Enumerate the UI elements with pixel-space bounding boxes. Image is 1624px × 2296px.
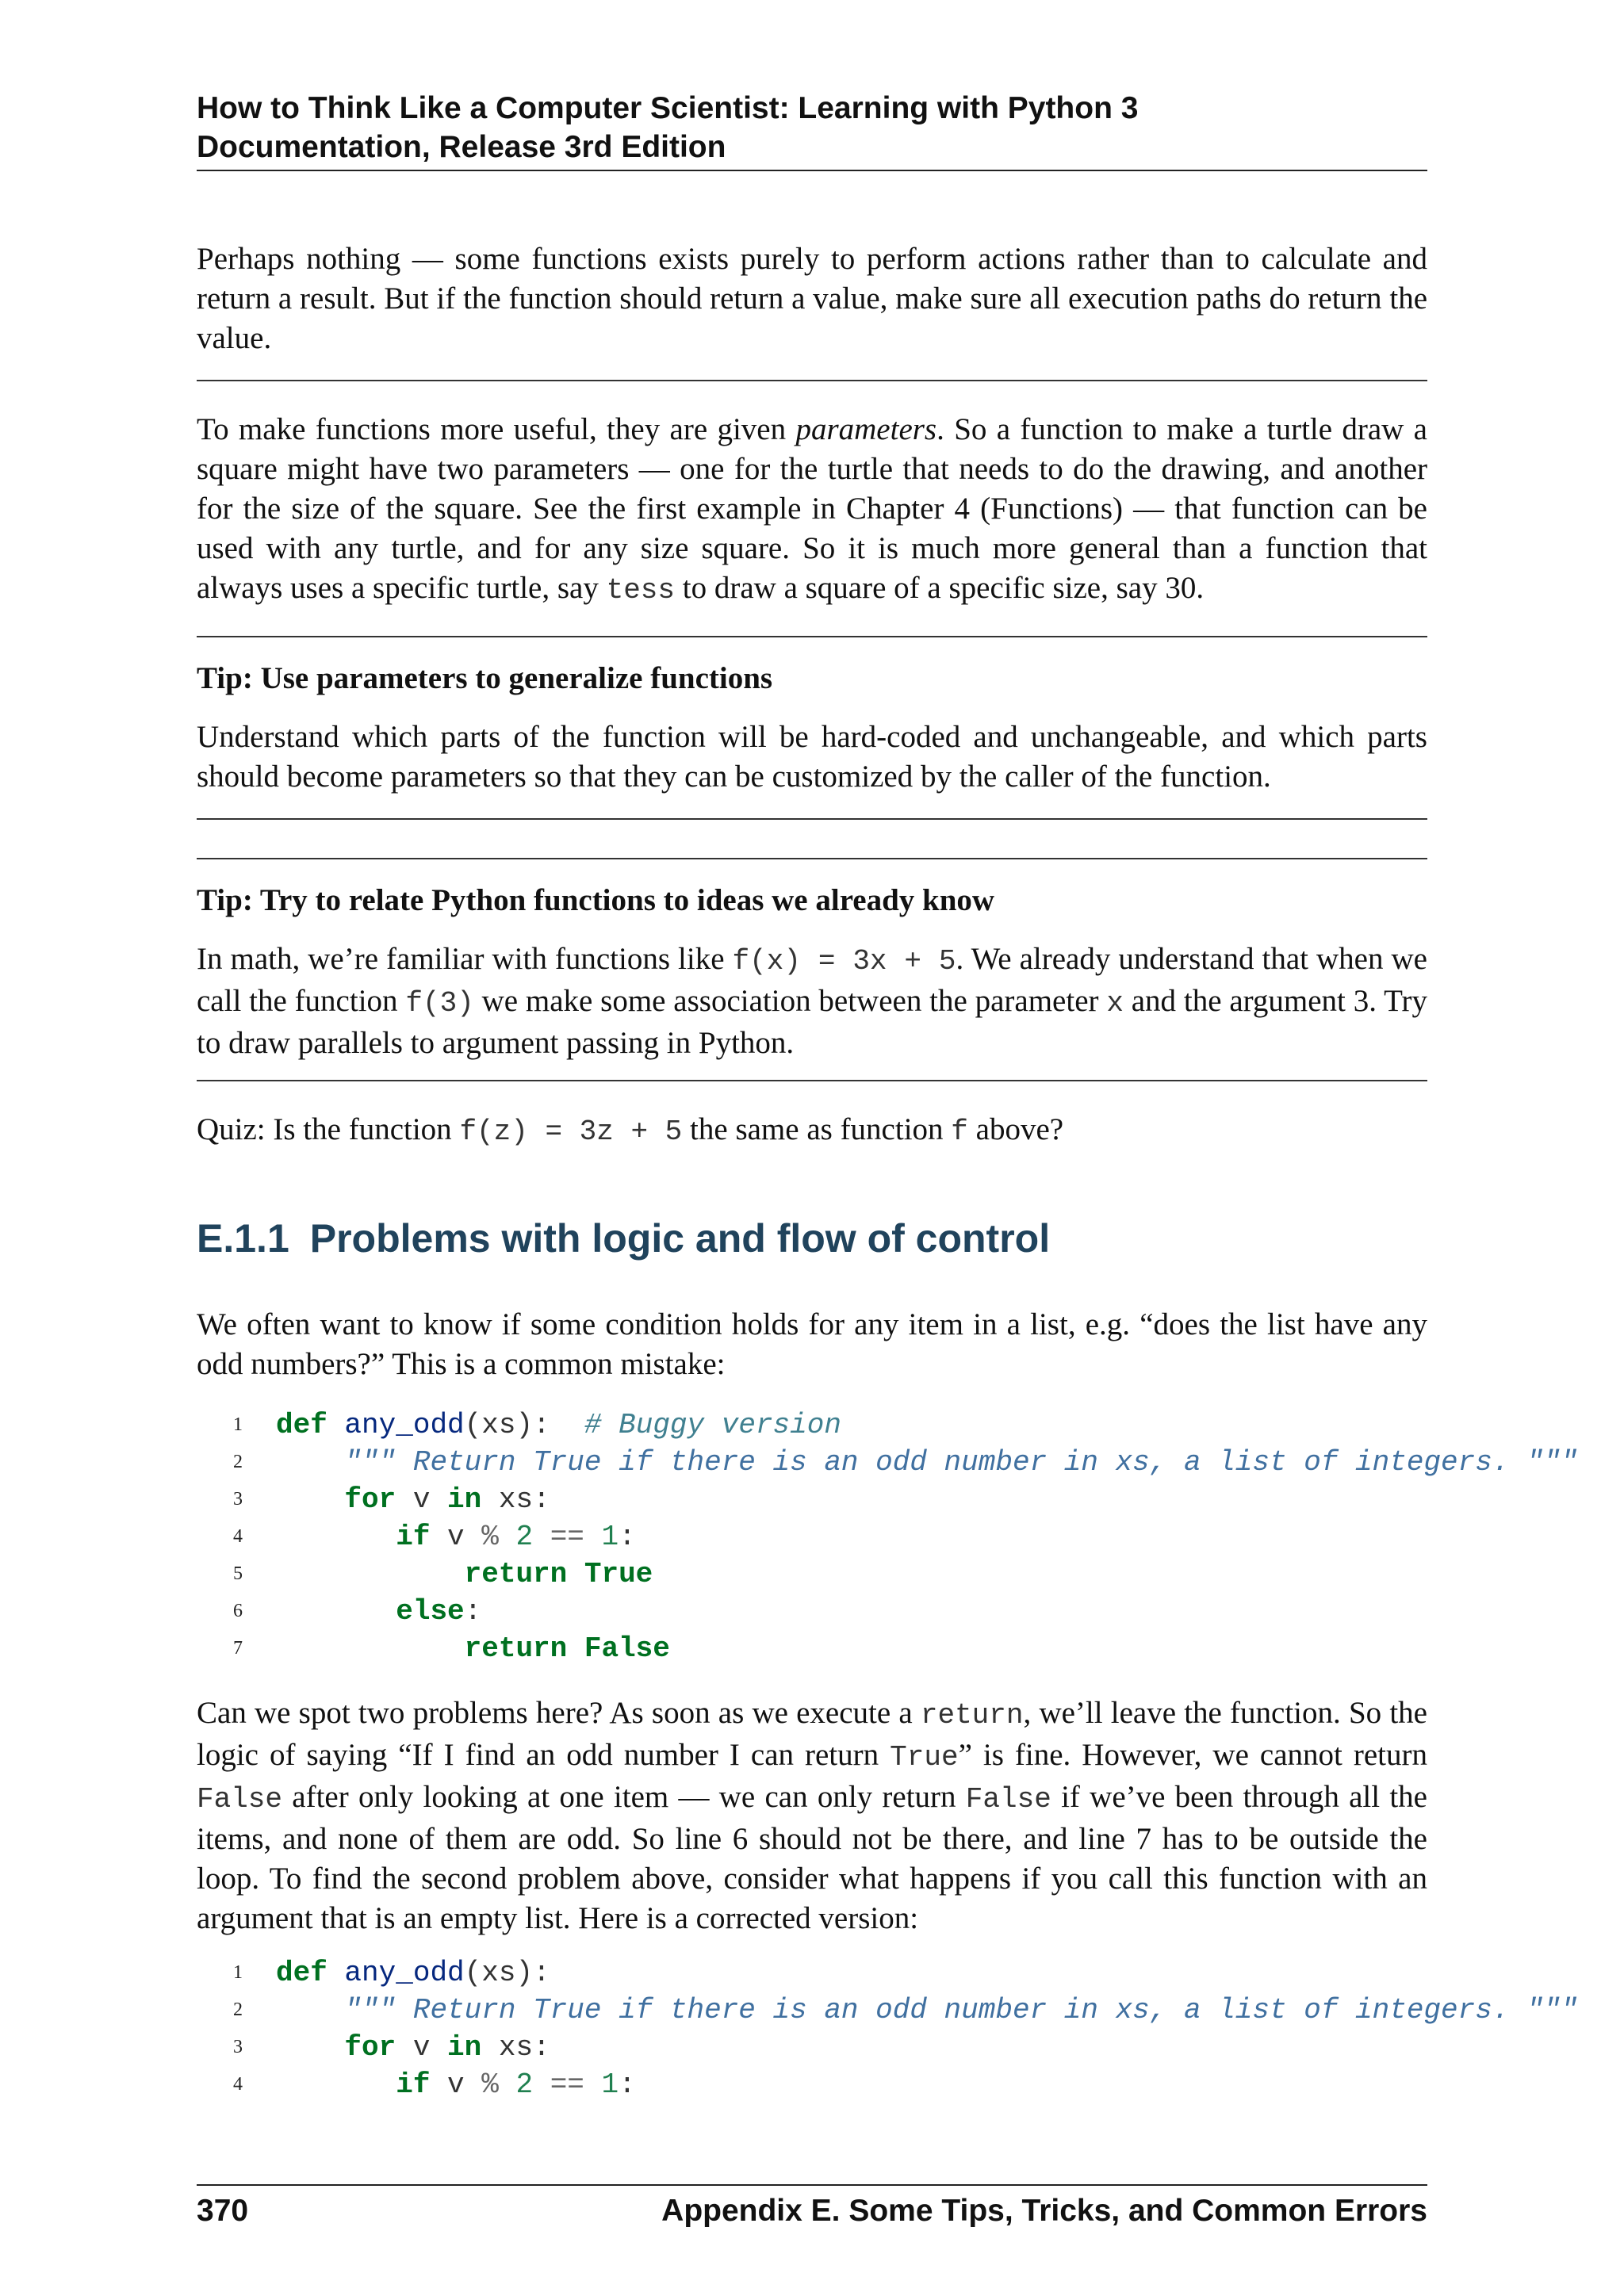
footer-title: Appendix E. Some Tips, Tricks, and Common Errors [661, 2194, 1427, 2228]
tip-title-relate: Tip: Try to relate Python functions to ideas we already know [197, 883, 995, 917]
page-number: 370 [197, 2194, 249, 2228]
text: we make some association between the parameter [473, 984, 1107, 1018]
keyword: in [447, 1483, 482, 1516]
text: above? [967, 1112, 1064, 1146]
code-text: xs: [481, 1483, 550, 1516]
inline-code-false: False [197, 1783, 283, 1816]
line-number: 3 [233, 2037, 243, 2057]
footer-divider [197, 2184, 1427, 2186]
section-heading [197, 1213, 1050, 1264]
code-line [197, 1518, 1624, 1556]
keyword: True [584, 1558, 653, 1590]
operator: % [481, 2068, 499, 2101]
keyword: for [344, 1483, 396, 1516]
inline-code-f-of-x: f(x) = 3x + 5 [732, 945, 956, 978]
line-number: 7 [233, 1638, 243, 1659]
keyword: def [276, 1957, 327, 1989]
function-name: any_odd [344, 1957, 465, 1989]
quiz [197, 1110, 1427, 1152]
keyword: in [447, 2031, 482, 2064]
code-text: v [430, 1521, 482, 1553]
text: the same as function [682, 1112, 952, 1146]
emphasis-parameters: parameters [795, 412, 937, 446]
docstring: """ Return True if there is an odd number in xs, a list of integers. """ [344, 1446, 1578, 1479]
text: Quiz: Is the function [197, 1112, 460, 1146]
inline-code-false: False [965, 1783, 1051, 1816]
code-line [197, 2066, 1624, 2103]
keyword: return [464, 1558, 568, 1590]
text: . We already understand that when we call the function [197, 942, 1427, 1018]
keyword: if [396, 2068, 431, 2101]
inline-code-f-of-3: f(3) [405, 987, 474, 1020]
text: , we’ll leave the function. So the logic of saying “If I find an odd number I can return [197, 1696, 1427, 1772]
inline-code-tess: tess [606, 574, 676, 607]
line-number: 4 [233, 1526, 243, 1547]
section-number: E.1.1 [197, 1216, 289, 1261]
function-name: any_odd [344, 1409, 465, 1441]
paragraph-parameters [197, 410, 1427, 610]
tip-body-relate [197, 939, 1427, 1063]
tip-body-generalize: Understand which parts of the function will be hard-coded and unchangeable, and which parts should become parameters so that they can be customized by the caller of the function. [197, 720, 1427, 794]
code-text: : [619, 1521, 636, 1553]
line-number: 4 [233, 2074, 243, 2095]
line-number: 2 [233, 1999, 243, 2020]
code-line [197, 1556, 1624, 1593]
text: and the argument 3. Try to draw parallels to argument passing in Python. [197, 984, 1428, 1060]
inline-code-return: return [920, 1699, 1024, 1732]
divider [197, 858, 1427, 859]
operator: == [550, 2068, 584, 2101]
code-text: (xs): [464, 1957, 550, 1989]
code-line [197, 1992, 1624, 2029]
code-text: v [396, 1483, 448, 1516]
keyword: if [396, 1521, 431, 1553]
text: To make functions more useful, they are given [197, 412, 796, 446]
code-line [197, 1481, 1624, 1518]
inline-code-x: x [1106, 987, 1124, 1020]
code-text: : [464, 1595, 482, 1628]
operator: % [481, 1521, 499, 1553]
text: In math, we’re familiar with functions like [197, 942, 733, 976]
section-title: Problems with logic and flow of control [309, 1216, 1051, 1261]
number-literal: 1 [601, 2068, 619, 2101]
number-literal: 2 [515, 1521, 534, 1553]
divider [197, 636, 1427, 637]
running-header [197, 89, 1427, 171]
inline-code-f-of-z: f(z) = 3z + 5 [459, 1115, 683, 1148]
code-line [197, 1630, 1624, 1667]
code-line [197, 1593, 1624, 1630]
line-number: 2 [233, 1452, 243, 1472]
code-text: xs: [481, 2031, 550, 2064]
keyword: False [584, 1632, 670, 1665]
line-number: 5 [233, 1563, 243, 1584]
keyword: return [464, 1632, 568, 1665]
paragraph-two-problems [197, 1693, 1427, 1938]
text: ” is fine. However, we cannot return [958, 1738, 1427, 1772]
keyword: def [276, 1409, 327, 1441]
divider [197, 380, 1427, 381]
number-literal: 2 [515, 2068, 534, 2101]
code-text: : [619, 2068, 636, 2101]
keyword: for [344, 2031, 396, 2064]
tip-title-generalize: Tip: Use parameters to generalize functions [197, 661, 773, 695]
line-number: 3 [233, 1489, 243, 1510]
text: after only looking at one item — we can only return [282, 1780, 966, 1814]
header-line-2: Documentation, Release 3rd Edition [197, 130, 726, 164]
number-literal: 1 [601, 1521, 619, 1553]
line-number: 1 [233, 1414, 243, 1435]
docstring: """ Return True if there is an odd number in xs, a list of integers. """ [344, 1994, 1578, 2026]
text: . So a function to make a turtle draw a square might have two parameters — one for the turtle that needs to do the drawing, and another for the size of the square. See the first example in Chapter 4 (Functions) — that function can be used with any turtle, and for any size square. So it is much more general than a function that always uses a specific turtle, say [197, 412, 1427, 605]
paragraph-return-value: Perhaps nothing — some functions exists purely to perform actions rather than to calculate and return a result. But if the function should return a value, make sure all execution paths do return the value. [197, 242, 1427, 355]
code-line [197, 1444, 1624, 1481]
header-line-1: How to Think Like a Computer Scientist: Learning with Python 3 [197, 91, 1139, 125]
code-line [197, 2029, 1624, 2066]
inline-code-f: f [951, 1115, 968, 1148]
code-line [197, 1954, 1624, 1992]
line-number: 1 [233, 1962, 243, 1983]
code-text: v [396, 2031, 448, 2064]
code-block-buggy [197, 1406, 1624, 1667]
inline-code-true: True [890, 1741, 959, 1774]
code-block-corrected [197, 1954, 1624, 2103]
page [197, 0, 1578, 2296]
code-comment: # Buggy version [584, 1409, 841, 1441]
operator: == [550, 1521, 584, 1553]
code-text: (xs): [464, 1409, 550, 1441]
text: to draw a square of a specific size, say 30. [675, 571, 1205, 605]
keyword: else [396, 1595, 465, 1628]
text: if we’ve been through all the items, and none of them are odd. So line 6 should not be there, and line 7 has to be outside the loop. To find the second problem above, consider what happens if you call this function with an argument that is an empty list. Here is a corrected version: [197, 1780, 1427, 1935]
divider [197, 1080, 1427, 1081]
divider [197, 818, 1427, 820]
text: Can we spot two problems here? As soon as we execute a [197, 1696, 921, 1730]
code-line [197, 1406, 1624, 1444]
line-number: 6 [233, 1601, 243, 1621]
paragraph-common-mistake: We often want to know if some condition holds for any item in a list, e.g. “does the list have any odd numbers?” This is a common mistake: [197, 1307, 1427, 1381]
code-text: v [430, 2068, 482, 2101]
